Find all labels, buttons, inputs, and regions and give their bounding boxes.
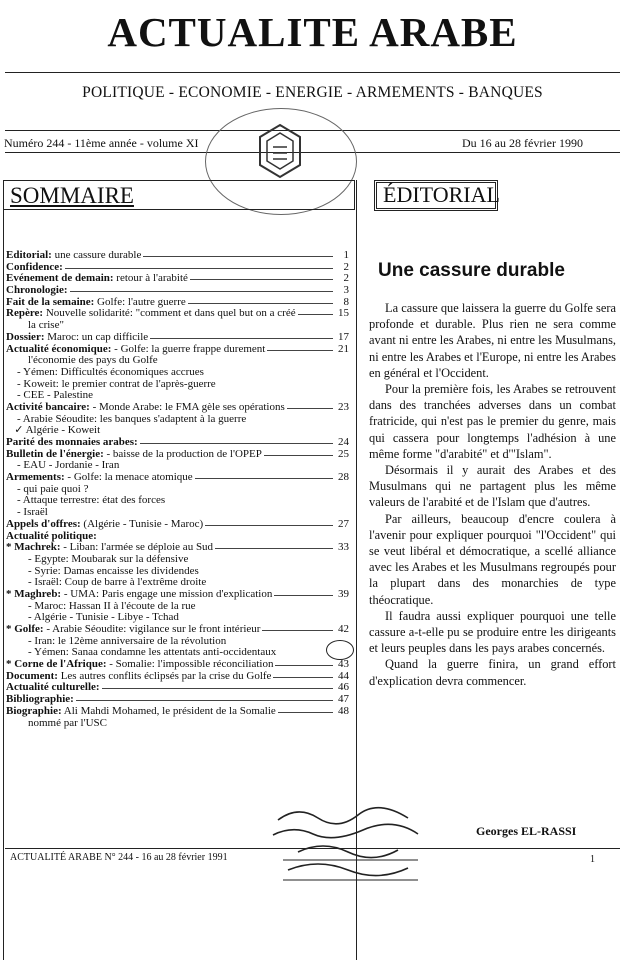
toc-section-label: Dossier: [6, 330, 45, 343]
toc-entry-title: - Israël [6, 506, 48, 519]
toc-page-number: 44 [335, 671, 349, 683]
toc-entry-title: - EAU - Jordanie - Iran [6, 459, 120, 472]
handwritten-circle-mark [326, 640, 354, 660]
editorial-body [369, 300, 616, 689]
issue-number: Numéro 244 - 11ème année - volume XI [4, 136, 199, 150]
toc-entry-title: - Israël: Coup de barre à l'extrême droite [6, 576, 207, 589]
toc-section-label: Actualité culturelle: [6, 681, 100, 694]
toc-page-number: 27 [335, 519, 349, 531]
sommaire-heading [3, 180, 355, 210]
editorial-title: Une cassure durable [378, 260, 565, 281]
toc-entry-title: l'économie des pays du Golfe [6, 354, 158, 367]
toc-entry-title: - CEE - Palestine [6, 389, 94, 402]
toc-page-number: 1 [341, 250, 350, 262]
masthead: ACTUALITE ARABE [107, 9, 518, 55]
toc-entry-title: - Monde Arabe: le FMA gèle ses opérations [89, 400, 285, 413]
editorial-paragraph: Il faudra aussi expliquer pourquoi une telle cassure a-t-elle pu se produire entre les dirigeants et leurs peuples dans les pays arabes concernés. [369, 608, 616, 656]
toc-entry-title: - Golfe: la menace atomique [64, 471, 193, 484]
toc-entry-title: - Koweit: le premier contrat de l'après-guerre [6, 377, 216, 390]
library-stamp-emblem-icon [255, 123, 305, 179]
toc-entry-title: la crise" [6, 319, 64, 332]
toc-entry-title: - qui paie quoi ? [6, 482, 89, 495]
footer-text: ACTUALITÉ ARABE N° 244 - 16 au 28 février 1991 [10, 852, 228, 863]
toc-page-number: 3 [341, 285, 350, 297]
toc-entry-title: - Iran: le 12ème anniversaire de la révolution [6, 634, 227, 647]
toc-page-number: 28 [335, 472, 349, 484]
footer-page-number: 1 [590, 854, 595, 865]
toc-section-label: Fait de la semaine: [6, 295, 95, 308]
toc-row [6, 718, 353, 730]
toc-page-number: 15 [335, 308, 349, 320]
toc-page-number: 42 [335, 624, 349, 636]
editorial-paragraph: La cassure que laissera la guerre du Golfe sera profonde et durable. Plus rien ne sera comme avant ni entre les Arabes, ni entre les Musulmans, ni entre les Arabes et l'Europe, ni entre les Arabes en général et l'Occident. [369, 301, 616, 380]
toc-page-number: 24 [335, 437, 349, 449]
editorial-paragraph: Désormais il y aurait des Arabes et des Musulmans qui ne partagent plus les même valeurs de l'arabité et de l'Islam que d'autres. [369, 463, 616, 510]
toc-section-label: Chronologie: [6, 284, 68, 297]
toc-entry-title: Nouvelle solidarité: "comment et dans quel but on a créé [43, 307, 296, 320]
toc-section-label: Confidence: [6, 260, 63, 273]
table-of-contents [6, 250, 353, 729]
toc-page-number: 48 [335, 706, 349, 718]
editorial-paragraph: Quand la guerre finira, un grand effort d'explication devra commencer. [369, 657, 616, 688]
toc-entry-title: Ali Mahdi Mohamed, le président de la Somalie [61, 704, 276, 717]
toc-entry-title: - UMA: Paris engage une mission d'explication [61, 587, 273, 600]
toc-entry-title: - Maroc: Hassan II à l'écoute de la rue [6, 599, 196, 612]
toc-section-label: Actualité économique: [6, 342, 112, 355]
toc-row [6, 495, 353, 507]
toc-section-label: Appels d'offres: [6, 517, 81, 530]
toc-entry-title: - Egypte: Moubarak sur la défensive [6, 552, 189, 565]
sommaire-heading-text: SOMMAIRE [10, 183, 134, 208]
toc-section-label: * Corne de l'Afrique: [6, 658, 107, 671]
toc-entry-title: - Attaque terrestre: état des forces [6, 494, 166, 507]
toc-section-label: Armements: [6, 471, 65, 484]
toc-section-label: Parité des monnaies arabes: [6, 436, 138, 448]
toc-section-label: Bibliographie: [6, 693, 74, 706]
toc-entry-title: - Liban: l'armée se déploie au Sud [60, 541, 214, 554]
toc-section-label: Actualité politique: [6, 529, 97, 542]
toc-section-label: Biographie: [6, 704, 62, 717]
editorial-heading-text: ÉDITORIAL [383, 182, 500, 207]
editorial-paragraph: Pour la première fois, les Arabes se retrouvent dans des tranchées adverses dans un combat fratricide, qui n'est pas le premier du genre, mais qui cassera pour longtemps l'adhésion à une même forme "d'arabité" et d'"Islam". [369, 382, 616, 461]
toc-section-label: Evénement de demain: [6, 272, 114, 285]
toc-entry-title: Maroc: un cap difficile [44, 330, 149, 343]
toc-entry-title: - Somalie: l'impossible réconciliation [106, 658, 274, 671]
toc-section-label: Document: [6, 669, 58, 682]
toc-page-number: 33 [335, 542, 349, 554]
toc-entry-title: - Yémen: Difficultés économiques accrues [6, 365, 204, 378]
issue-dates: Du 16 au 28 février 1990 [462, 136, 583, 150]
footer-rule [5, 848, 620, 849]
toc-entry-title: (Algérie - Tunisie - Maroc) [80, 517, 204, 530]
masthead-rule [5, 72, 620, 73]
toc-section-label: * Maghreb: [6, 587, 62, 600]
toc-entry-title: une cassure durable [51, 249, 142, 261]
toc-page-number: 23 [335, 402, 349, 414]
toc-entry-title: - Algérie - Tunisie - Libye - Tchad [6, 611, 179, 624]
toc-entry-title: retour à l'arabité [113, 272, 188, 285]
toc-page-number: 21 [335, 344, 349, 356]
toc-section-label: Repère: [6, 307, 44, 320]
toc-section-label: Editorial: [6, 249, 52, 261]
toc-entry-title: - Arabie Séoudite: vigilance sur le front intérieur [43, 623, 261, 635]
toc-section-label: * Machrek: [6, 541, 61, 554]
toc-section-label: * Golfe: [6, 623, 44, 635]
toc-entry-title: nommé par l'USC [6, 716, 107, 729]
toc-entry-title: - Yémen: Sanaa condamne les attentats anti-occidentaux [6, 646, 277, 659]
toc-page-number: 46 [335, 682, 349, 694]
toc-page-number: 2 [341, 262, 350, 274]
toc-entry-title: - Golfe: la guerre frappe durement [111, 342, 266, 355]
editorial-paragraph: Par ailleurs, beaucoup d'encre coulera à l'avenir pour expliquer pourquoi "l'Occident" qui se veut libéral et démocratique, a scellé alliance avec les Arabes et les Musulmans regroupés pour la plupart dans des monarchies de type théocratique. [369, 511, 616, 607]
toc-entry-title: - Arabie Séoudite: les banques s'adaptent à la guerre [6, 412, 247, 425]
toc-entry-title: - Syrie: Damas encaisse les dividendes [6, 564, 199, 577]
toc-page-number: 8 [341, 297, 350, 309]
editorial-signature: Georges EL-RASSI [476, 824, 577, 838]
toc-page-number: 39 [335, 589, 349, 601]
toc-page-number: 25 [335, 449, 349, 461]
subtitle: POLITIQUE - ECONOMIE - ENERGIE - ARMEMENTS - BANQUES [82, 84, 543, 101]
toc-section-label: Activité bancaire: [6, 400, 90, 413]
toc-entry-text [6, 718, 109, 730]
toc-entry-title: Les autres conflits éclipsés par la crise du Golfe [57, 669, 272, 682]
toc-page-number: 43 [335, 659, 349, 671]
toc-entry-title: ✓ Algérie - Koweit [6, 424, 101, 437]
toc-page-number: 17 [335, 332, 349, 344]
toc-page-number: 47 [335, 694, 349, 706]
toc-entry-title: - baisse de la production de l'OPEP [103, 447, 262, 460]
toc-entry-title: Golfe: l'autre guerre [94, 295, 186, 308]
toc-section-label: Bulletin de l'énergie: [6, 447, 104, 460]
editorial-heading [374, 180, 498, 211]
toc-page-number: 2 [341, 273, 350, 285]
